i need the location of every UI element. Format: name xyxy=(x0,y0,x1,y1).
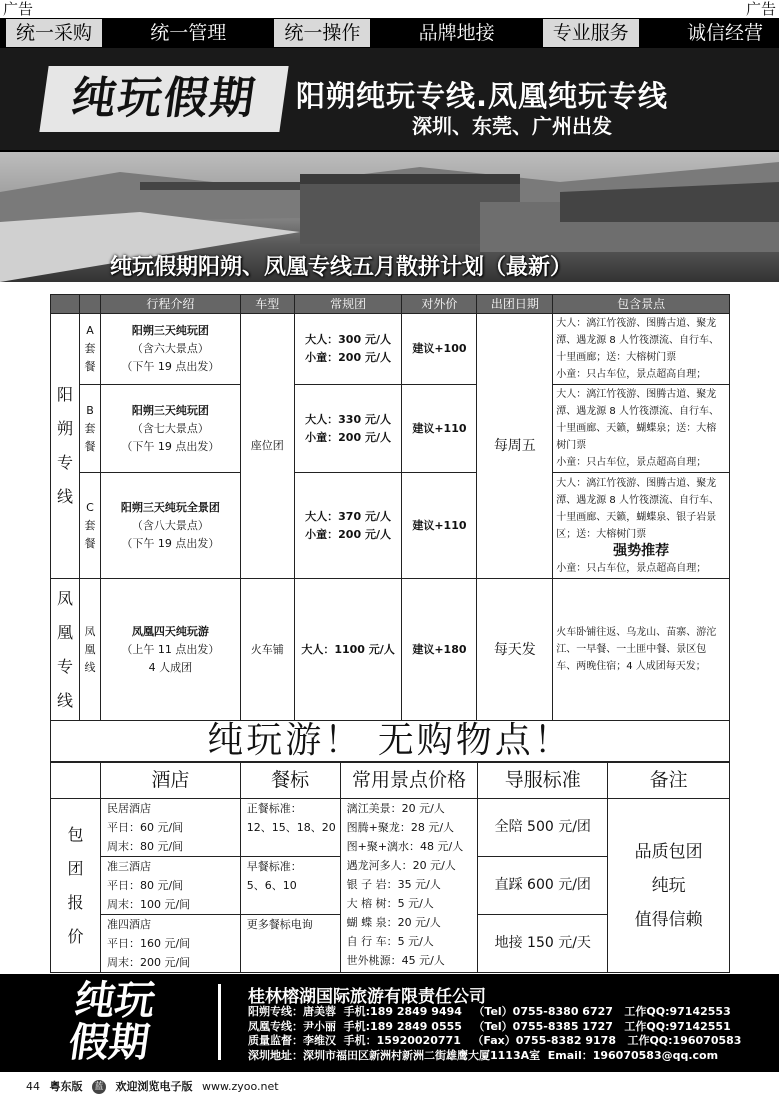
page-footer xyxy=(0,1074,779,1100)
spot-price: 自 行 车：5 元/人 xyxy=(346,935,434,948)
adult-price: 大人：300 元/人 xyxy=(305,333,391,346)
hotel-price: 周末：80 元/间 xyxy=(106,840,184,853)
group-label: 凤凰专线 xyxy=(51,579,80,721)
retail-price: 建议+180 xyxy=(402,579,477,721)
tour-note: （含七大景点） xyxy=(131,421,209,435)
nav-item: 诚信经营 xyxy=(686,22,763,44)
ad-tag-left: 广告 xyxy=(0,0,36,18)
kids-note: 小童：只占车位，景点超高自理； xyxy=(556,562,707,574)
hotel-name: 民居酒店 xyxy=(106,802,151,815)
meal-value: 12、15、18、20 xyxy=(246,821,336,834)
header-cell: 餐标 xyxy=(240,763,340,799)
remark-line: 品质包团 xyxy=(634,841,703,862)
hotel-name: 准四酒店 xyxy=(106,918,151,931)
promo-text: 欢迎浏览电子版 xyxy=(115,1080,193,1093)
header-cell: 对外价 xyxy=(402,295,477,314)
adult-price: 大人：330 元/人 xyxy=(305,412,391,426)
brand-logo: 纯玩假期 xyxy=(39,66,288,132)
retail-price: 建议+110 xyxy=(402,385,477,473)
header-cell: 常用景点价格 xyxy=(340,763,478,799)
guide-price: 地接 150 元/天 xyxy=(478,915,608,973)
spots-list: 大人：漓江竹筏游、图腾古道、聚龙潭、遇龙源 8 人竹筏漂流、自行车、十里画廊；送：大榕树门票 xyxy=(556,318,719,363)
tour-note: （上午 11 点出发） xyxy=(121,642,220,656)
package-price-table xyxy=(50,762,730,973)
website-link[interactable]: www.zyoo.net xyxy=(202,1080,279,1093)
spots-list: 大人：漓江竹筏游、图腾古道、聚龙潭、遇龙源 8 人竹筏漂流、自行车、十里画廊、天籁，蝴蝶泉；送：大榕树门票 xyxy=(556,389,719,451)
package-label: 凤凰线 xyxy=(80,579,101,721)
slogan-banner: 纯玩游！ 无购物点！ xyxy=(50,720,730,762)
hotel-price: 平日：160 元/间 xyxy=(106,937,191,950)
edition-badge-icon: 蓝 xyxy=(92,1080,106,1094)
package-label: C套餐 xyxy=(80,473,101,579)
slogan-bar xyxy=(0,18,779,48)
table-row xyxy=(51,799,730,857)
plan-title: 纯玩假期阳朔、凤凰专线五月散拼计划（最新） xyxy=(110,255,573,280)
spot-price: 漓江美景：20 元/人 xyxy=(346,802,445,815)
meal-label: 更多餐标电询 xyxy=(246,918,313,931)
banner-subhead: 深圳、东莞、广州出发 xyxy=(412,114,612,138)
company-name: 桂林榕湖国际旅游有限责任公司 xyxy=(248,987,486,1007)
meal-label: 正餐标准： xyxy=(246,802,302,815)
guide-price: 直踩 600 元/团 xyxy=(478,857,608,915)
package-label: A套餐 xyxy=(80,314,101,385)
adult-price: 大人：370 元/人 xyxy=(305,509,391,523)
child-price: 小童：200 元/人 xyxy=(305,430,391,444)
spot-price: 银 子 岩：35 元/人 xyxy=(346,878,441,891)
meal-label: 早餐标准： xyxy=(246,860,302,873)
tour-note: （下午 19 点出发） xyxy=(121,360,220,373)
table-header-row xyxy=(51,295,730,314)
guide-price: 全陪 500 元/团 xyxy=(478,799,608,857)
spot-price: 图+聚+漓水：48 元/人 xyxy=(346,840,464,853)
tour-note: （下午 19 点出发） xyxy=(121,439,220,453)
header-cell: 包含景点 xyxy=(553,295,730,314)
spot-price: 大 榕 树：5 元/人 xyxy=(346,897,434,910)
hotel-price: 周末：200 元/间 xyxy=(106,956,191,969)
child-price: 小童：200 元/人 xyxy=(305,351,391,364)
tour-name: 阳朔三天纯玩团 xyxy=(131,403,209,417)
header-cell: 酒店 xyxy=(100,763,240,799)
nav-item: 品牌地接 xyxy=(418,22,495,44)
package-label: B套餐 xyxy=(80,385,101,473)
banner xyxy=(0,48,779,152)
table-row xyxy=(51,385,730,473)
hotel-price: 平日：60 元/间 xyxy=(106,821,184,834)
contact-info: 阳朔专线：唐美蓉 手机:189 2849 9494 （Tel）0755-8380 6727 工作QQ:97142553 凤凰专线：尹小丽 手机:189 2849 0555 （Tel）0755-8385 1727 工作QQ:97142551 质量监督：李维汉 手机：15920020771 （Fax）0755-8382 9178 工作QQ:196070583 深圳地址：深圳市福田区新洲村新洲二街雄鹰大厦1113A室 Email：196070583@qq.com xyxy=(248,1005,742,1062)
tour-name: 凤凰四天纯玩游 xyxy=(131,624,209,638)
nav-item: 统一管理 xyxy=(150,22,227,44)
adult-price: 大人：1100 元/人 xyxy=(294,579,402,721)
meal-value: 5、6、10 xyxy=(246,879,297,892)
spot-price: 遇龙河多人：20 元/人 xyxy=(346,859,456,872)
spot-price: 世外桃源：45 元/人 xyxy=(346,954,445,967)
remark-line: 纯玩 xyxy=(651,875,686,896)
footer xyxy=(0,974,779,1072)
table-row xyxy=(51,473,730,579)
tour-note: （含八大景点） xyxy=(131,518,209,532)
retail-price: 建议+100 xyxy=(402,314,477,385)
tour-note: 4 人成团 xyxy=(148,660,193,674)
table-row xyxy=(51,314,730,385)
scenic-photo xyxy=(0,152,779,282)
hotel-name: 准三酒店 xyxy=(106,860,151,873)
footer-divider xyxy=(218,984,221,1060)
nav-item: 专业服务 xyxy=(543,19,639,47)
edition-label: 粤东版 xyxy=(49,1080,83,1093)
header-cell: 车型 xyxy=(240,295,294,314)
spot-price: 图腾+聚龙：28 元/人 xyxy=(346,821,455,834)
group-label: 阳朔专线 xyxy=(51,314,80,579)
header-cell: 导服标准 xyxy=(478,763,608,799)
spots-list: 大人：漓江竹筏游、图腾古道、聚龙潭、遇龙源 8 人竹筏漂流、自行车、十里画廊、天籁，蝴蝶泉、银子岩景区；送：大榕树门票 xyxy=(556,477,719,540)
header-cell: 常规团 xyxy=(294,295,402,314)
nav-item: 统一采购 xyxy=(6,19,102,47)
header-cell: 出团日期 xyxy=(477,295,553,314)
hotel-price: 周末：100 元/间 xyxy=(106,898,191,911)
page-number: 44 xyxy=(26,1080,40,1093)
package-quote-label: 包团报价 xyxy=(51,799,101,973)
banner-headline: 阳朔纯玩专线.凤凰纯玩专线 xyxy=(296,79,669,113)
ad-tag-right: 广告 xyxy=(743,0,779,18)
spots-list: 火车卧铺往返、乌龙山、苗寨、游沱江、一早餐、一土匪中餐、景区包车、两晚住宿；4 人成团每天发； xyxy=(553,579,730,721)
header-cell: 行程介绍 xyxy=(101,295,241,314)
recommend-label: 强势推荐 xyxy=(613,542,670,559)
table-row xyxy=(51,579,730,721)
bus-type: 火车铺 xyxy=(240,579,294,721)
table-header-row xyxy=(51,763,730,799)
kids-note: 小童：只占车位，景点超高自理； xyxy=(556,369,707,380)
header-cell: 备注 xyxy=(608,763,730,799)
departure-date: 每天发 xyxy=(477,579,553,721)
tour-note: （下午 19 点出发） xyxy=(121,536,220,550)
itinerary-table xyxy=(50,294,730,721)
spot-price: 蝴 蝶 泉：20 元/人 xyxy=(346,916,441,929)
footer-logo: 纯玩 假期 xyxy=(65,978,159,1066)
hotel-price: 平日：80 元/间 xyxy=(106,879,184,892)
retail-price: 建议+110 xyxy=(402,473,477,579)
departure-date: 每周五 xyxy=(477,314,553,579)
remark-line: 值得信赖 xyxy=(634,909,703,930)
nav-item: 统一操作 xyxy=(274,19,370,47)
tour-name: 阳朔三天纯玩全景团 xyxy=(120,500,220,514)
child-price: 小童：200 元/人 xyxy=(305,527,391,541)
kids-note: 小童：只占车位，景点超高自理； xyxy=(556,457,707,468)
tour-name: 阳朔三天纯玩团 xyxy=(131,324,209,337)
tour-note: （含六大景点） xyxy=(131,342,209,355)
bus-type: 座位团 xyxy=(240,314,294,579)
